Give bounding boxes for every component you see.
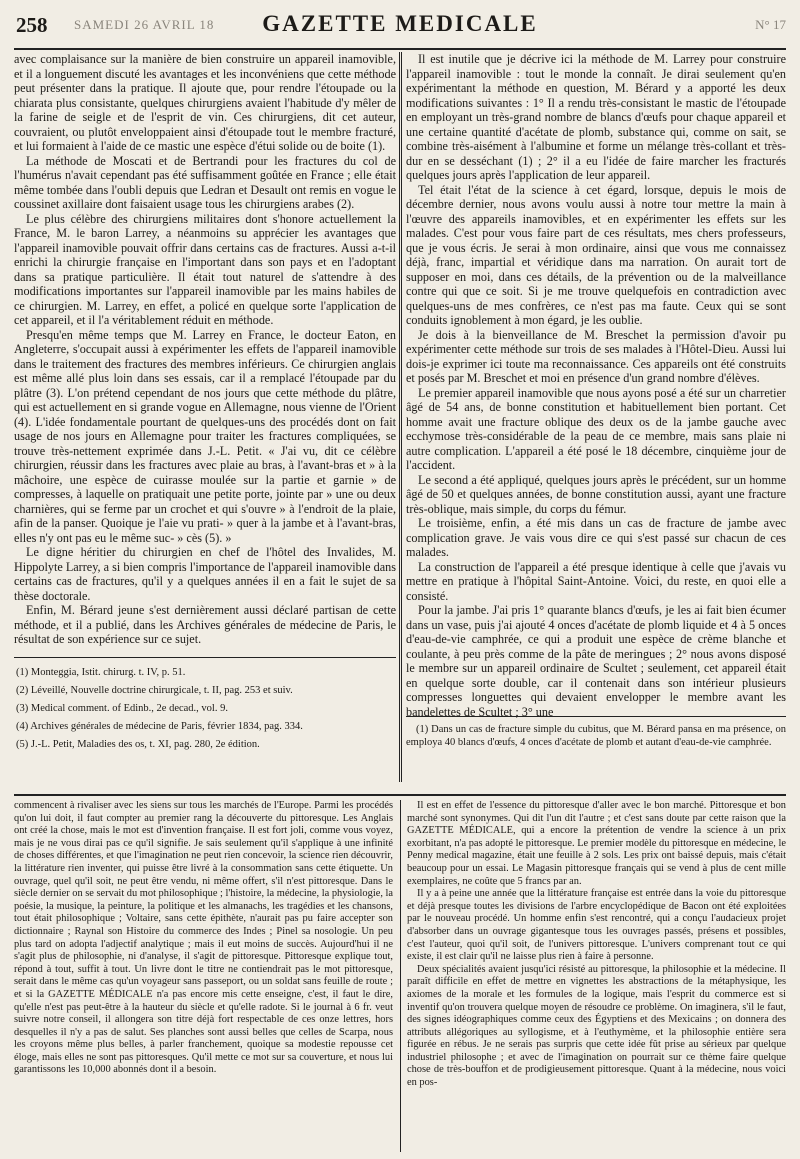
footnote: (4) Archives générales de médecine de Paris, février 1834, pag. 334. <box>16 720 303 732</box>
paragraph: Le premier appareil inamovible que nous ayons posé a été sur un charretier âgé de 54 ans, de bonne constitution et habituellement bien portant. Cet homme avait une fracture oblique des deux os de la jambe gauche avec ecchymose très-considérable de la peau de ce membre, mais sans plaie ni autre complication. L'appareil a été posé le 18 décembre, cinquième jour de l'accident. <box>406 385 786 472</box>
paragraph: Tel était l'état de la science à cet égard, lorsque, depuis le mois de décembre dernier, nous avons voulu aussi à notre tour mettre la main à l'œuvre des appareils inamovibles, et en expérimenter les effets sur les malades. C'est pour vous faire part de ces résultats, mes chers professeurs, que je vous écris. Je serai à mon ordinaire, ainsi que vous me connaissez déjà, franc, impartial et véridique dans ma narration. On aurait tort de supposer en moi, dans ces détails, de la prévention ou de la malveillance contre qui que ce soit. Si je me trouve quelquefois en contradiction avec quelques-uns de mes confrères, ce n'est pas ma faute. Ceux qui se sont conduits ignoblement à mon égard, je les oublie. <box>406 182 786 327</box>
left-column <box>14 52 396 782</box>
paragraph: Presqu'en même temps que M. Larrey en France, le docteur Eaton, en Angleterre, s'occupait aussi à expérimenter les effets de l'appareil inamovible dans le traitement des fractures des membres inférieurs. Ce chirurgien anglais est même allé plus loin dans ses essais, car il a remplacé l'étoupade par du plâtre (3). L'on prétend cependant de nos jours que cette méthode du plâtre, qui est actuellement en si grande vogue en Allemagne, nous vienne de l'Orient (4). L'idée fondamentale pourtant de quelques-uns des procédés dont on fait usage de nos jours en Allemagne pour traiter les fractures compliquées, se trouve très-nettement exprimée dans J.-L. Petit. « J'ai vu, dit ce célèbre chirurgien, réussir dans les fractures avec plaie au bras, à l'avant-bras et » à la mâchoire, une espèce de cuirasse moulée sur la partie et garnie » de compresses, à laquelle on pratiquait une petite porte, jointe par » une ou deux charnières, qui se ferme par un crochet et qui s'ouvre » à l'endroit de la plaie, afin de la panser. Quoique je l'aie vu prati- » quer à la jambe et à l'avant-bras, elles n'y ont pas eu le même suc- » cès (5). » <box>14 327 396 545</box>
column-divider <box>399 52 402 782</box>
masthead <box>10 10 790 44</box>
paragraph: La méthode de Moscati et de Bertrandi pour les fractures du col de l'humérus n'avait cependant pas été suffisamment goûtée en France ; elle était même tombée dans l'oubli depuis que Ledran et Desault ont remis en vogue le coussinet axillaire dont faisaient usage tous les chirurgiens arabes (2). <box>14 153 396 211</box>
paragraph: avec complaisance sur la manière de bien construire un appareil inamovible, et il a longuement discuté les avantages et les inconvéniens que cette méthode peut présenter dans la pratique. Il ajoute que, pour rendre l'étoupade ou la chiarata plus consistante, quelques chirurgiens avaient l'habitude d'y mêler de la farine de seigle et de l'esprit de vin. Ces chirurgiens, dit cet auteur, couvraient, ou plutôt enveloppaient ainsi d'étoupade tout le membre fracturé, et lui formaient à l'aide de ce mastic une espèce d'étui solide ou de boite (1). <box>14 52 396 153</box>
paragraph: Deux spécialités avaient jusqu'ici résisté au pittoresque, la philosophie et la médecine. Il paraît difficile en effet de mettre en vignettes les abstractions de la métaphysique, les axiomes de la morale et les formules de la logique, mais l'esprit du commerce est si inventif qu'on trouvera quelque moyen de résoudre ce problème. On imaginera, s'il le faut, des signes idéographiques comme ceux des Égyptiens et des Mexicains ; on donnera des attributs allégoriques au syllogisme, et à l'euthymème, et la philosophie entière sera figurée en rébus. Je ne serais pas surpris que cette idée fût prise au sérieux par quelque industriel philosophe ; et avec de l'imagination on pourrait sur ce thème faire quelque chose de très-bouffon et de prodigieusement pittoresque. Quant à la médecine, nous voici en pos- <box>407 963 786 1089</box>
paragraph: Il y a à peine une année que la littérature française est entrée dans la voie du pittoresque et déjà presque toutes les divisions de l'arbre encyclopédique de Bacon ont été exploitées par le nouveau procédé. Un homme enfin s'est rencontré, qui a conçu l'audacieux projet d'absorber dans un ouvrage gigantesque tous les ouvrages passés, présens et possibles, c'est l'auteur, quoi qu'il soit, de l'univers pittoresque. L'univers comprenant tout ce qui existe, il est clair qu'il ne laisse plus rien à faire à personne. <box>407 888 786 963</box>
issue-number: N° 17 <box>755 17 786 32</box>
footnote: (1) Dans un cas de fracture simple du cubitus, que M. Bérard pansa en ma présence, on employa 40 blancs d'œufs, 4 onces d'acétate de plomb et autant d'eau-de-vie camphrée. <box>406 724 786 748</box>
paragraph: Il est en effet de l'essence du pittoresque d'aller avec le bon marché. Pittoresque et bon marché sont synonymes. Qui dit l'un dit l'autre ; et c'est sans doute par cette raison que la GAZETTE MÉDICALE, qui a encore la prétention de vendre la science à un prix exorbitant, n'a pas adopté le pittoresque. Le premier modèle du pittoresque en médecine, le Penny medical magazine, était une feuille à 2 sols. Les prix ont baissé depuis, mais c'était beaucoup pour un essai. Le Magasin pittoresque français qui se vend à plus de cent mille exemplaires, ne coûte que 5 francs par an. <box>407 800 786 887</box>
feuilleton-right-column <box>407 800 786 1152</box>
feuilleton-section <box>14 800 786 1152</box>
paragraph: Je dois à la bienveillance de M. Breschet la permission d'avoir pu expérimenter cette méthode sur trois de ses malades à l'Hôtel-Dieu. Aussi lui dois-je exprimer ici toute ma reconnaissance. Ces appareils ont été construits et posés par M. Breschet et moi en présence d'un grand nombre d'élèves. <box>406 327 786 385</box>
paragraph: Le troisième, enfin, a été mis dans un cas de fracture de jambe avec complication grave. Je vais vous dire ce qui s'est passé sur chacun de ces malades. <box>406 516 786 559</box>
footnote: (1) Monteggia, Istit. chirurg. t. IV, p. 51. <box>16 666 186 678</box>
footnote: (3) Medical comment. of Edinb., 2e decad., vol. 9. <box>16 702 228 714</box>
right-footnote-block <box>406 716 786 749</box>
footnote: (2) Léveillé, Nouvelle doctrine chirurgicale, t. II, pag. 253 et suiv. <box>16 684 293 696</box>
footnotes <box>14 664 396 754</box>
paragraph: Il est inutile que je décrive ici la méthode de M. Larrey pour construire l'appareil inamovible : tout le monde la connaît. Je dirai seulement qu'en expérimentant la méthode en question, M. Bérard y a apporté les deux modifications suivantes : 1° Il a rendu très-consistant le mastic de l'étoupade en employant un très-grand nombre de blancs d'œufs pour chaque appareil et une certaine quantité d'acétate de plomb, substance qui, comme on sait, se combine très-aisément à l'albumine et forme un mélange très-collant et très-dur en se desséchant (1) ; 2° il a eu l'idée de faire marcher les fracturés quelques jours après l'application de leur appareil. <box>406 52 786 182</box>
article-section <box>14 52 786 782</box>
paragraph: Le plus célèbre des chirurgiens militaires dont s'honore actuellement la France, M. le baron Larrey, a néanmoins su apprécier les avantages que l'appareil inamovible pouvait offrir dans certains cas de fractures. Aussi a-t-il enrichi la chirurgie française en l'important dans son pays et en l'adoptant dans sa pratique particulière. Il était tout naturel de s'attendre à des modifications importantes sur l'appareil inamovible par les mains habiles de ce chirurgien. M. Larrey, en effet, a policé en quelque sorte l'application de cet appareil, et il l'a véritablement réduit en méthode. <box>14 211 396 327</box>
paragraph: commencent à rivaliser avec les siens sur tous les marchés de l'Europe. Parmi les procédés qu'on lui doit, il faut compter au premier rang la découverte du pittoresque. Les Anglais ont créé la chose, mais le mot est d'invention française. Il est fort joli, comme vous voyez, mais je ne vous dirai pas ce qu'il signifie. Je sais seulement qu'il s'applique à une infinité de choses différentes, et que l'imagination ne peut rien concevoir, la science rien découvrir, la littérature rien inventer, qui puisse être livré à la consommation sans cette étiquette. Un ouvrage, quel qu'il soit, ne peut être vendu, ni même offert, s'il n'est pittoresque. Dans le siècle dernier on se servait du mot philosophique ; l'histoire, la médecine, la physiologie, la poésie, la musique, la peinture, la politique et les almanachs, les tragédies et les chansons, tout était philosophique ; Voltaire, sans cette épithète, n'aurait pas pu faire accepter son dictionnaire ; Raynal son Histoire du commerce des Indes ; Pinel sa nosologie. Un peu plus tard on adopta l'adjectif analytique ; mais il eut moins de succès. Aujourd'hui il ne s'agit plus de philosophie, ni d'analyse, il s'agit de pittoresque. Pittoresque explique tout, répond à tout, suffit à tout. Un livre dont le titre ne contiendrait pas le mot pittoresque, serait dans le même cas qu'un voyageur sans passeport, ou un soldat sans feuille de route ; et si la GAZETTE MÉDICALE n'a pas encore mis cette enseigne, c'est, il faut le dire, qu'elle n'est pas peut-être à la hauteur du siècle et qu'elle radote. Si le journal à 6 fr. veut suivre notre conseil, il allongera son titre déjà fort respectable de ces onze lettres, hors desquelles il n'y a pas de salut. Ses planches sont aussi belles que celles de Scarpa, nous les croyons même plus belles, à parler franchement, quoique sa modestie repousse cet éloge, mais elles ne sont pas pittoresques. Qu'il mette ce mot sur sa couverture, et nous lui garantissons les 10,000 abonnés dont il a besoin. <box>14 800 393 1076</box>
column-divider <box>400 800 401 1152</box>
feuilleton-left-column <box>14 800 393 1152</box>
right-column <box>406 52 786 782</box>
footnote-rule <box>406 716 786 717</box>
paragraph: Le digne héritier du chirurgien en chef de l'hôtel des Invalides, M. Hippolyte Larrey, a si bien compris l'importance de l'appareil inamovible dans certains cas de fractures, qu'il y a quelques années il en a fait le sujet de sa thèse doctorale. <box>14 545 396 603</box>
paragraph: Le second a été appliqué, quelques jours après le précédent, sur un homme âgé de 50 et quelques années, de bonne constitution aussi, ayant une fracture très-oblique, mais simple, du corps du fémur. <box>406 472 786 516</box>
footnote: (5) J.-L. Petit, Maladies des os, t. XI, pag. 280, 2e édition. <box>16 738 260 750</box>
header-rule <box>14 48 786 50</box>
page-number: 258 <box>16 13 48 37</box>
paragraph: Pour la jambe. J'ai pris 1° quarante blancs d'œufs, je les ai fait bien écumer dans un vase, puis j'ai ajouté 4 onces d'acétate de plomb liquide et 4 à 5 onces d'eau-de-vie camphrée, ce qui a produit une espèce de crème blanche et coulante, à peu près comme de la pâte de meringues ; 2° nous avons disposé le membre sur un appareil ordinaire de Scultet ; seulement, cet appareil était en quelque sorte double, car il contenait dans son intérieur plusieurs compresses longuettes qui devaient envelopper le membre avant les bandelettes de Scultet ; 3° une <box>406 603 786 719</box>
paragraph: Enfin, M. Bérard jeune s'est dernièrement aussi déclaré partisan de cette méthode, et il a publié, dans les Archives générales de médecine de Paris, le résultat de son expérience sur ce sujet. <box>14 603 396 646</box>
footnote-rule <box>14 657 396 658</box>
running-date: SAMEDI 26 AVRIL 18 <box>74 17 215 32</box>
journal-title: GAZETTE MEDICALE <box>262 11 538 36</box>
paragraph: La construction de l'appareil a été presque identique à celle que j'avais vu mettre en pratique à l'hôpital Saint-Antoine. Voici, du reste, en quoi elle a consisté. <box>406 559 786 603</box>
feuilleton-rule <box>14 794 786 796</box>
